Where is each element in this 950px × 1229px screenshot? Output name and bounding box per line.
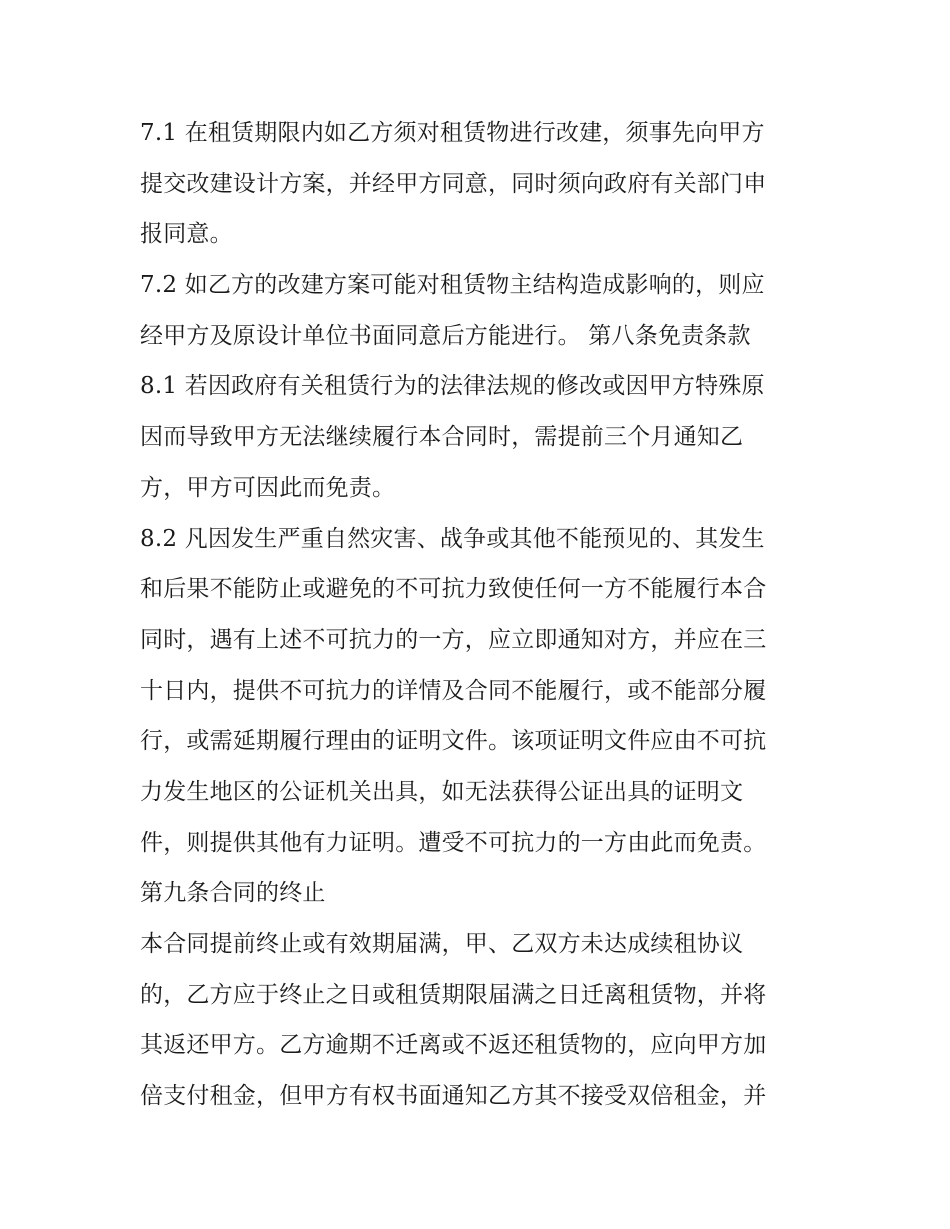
text-line: 的，乙方应于终止之日或租赁期限届满之日迁离租赁物，并将 [140, 981, 767, 1008]
text-line: 方，甲方可因此而免责。 [140, 474, 396, 501]
text-line: 其返还甲方。乙方逾期不迁离或不返还租赁物的，应向甲方加 [140, 1032, 767, 1059]
text-line: 8.1 若因政府有关租赁行为的法律法规的修改或因甲方特殊原 [140, 373, 765, 400]
text-line: 十日内，提供不可抗力的详情及合同不能履行，或不能部分履 [140, 677, 767, 704]
text-line: 同时，遇有上述不可抗力的一方，应立即通知对方，并应在三 [140, 626, 767, 653]
section-heading: 第九条合同的终止 [140, 880, 326, 907]
text-line: 7.2 如乙方的改建方案可能对租赁物主结构造成影响的，则应 [140, 272, 765, 299]
text-line: 力发生地区的公证机关出具，如无法获得公证出具的证明文 [140, 778, 744, 805]
text-line: 因而导致甲方无法继续履行本合同时，需提前三个月通知乙 [140, 424, 744, 451]
document-body [140, 108, 840, 1122]
text-line: 行，或需延期履行理由的证明文件。该项证明文件应由不可抗 [140, 728, 767, 755]
text-line: 经甲方及原设计单位书面同意后方能进行。 第八条免责条款 [140, 322, 751, 349]
text-line: 倍支付租金，但甲方有权书面通知乙方其不接受双倍租金，并 [140, 1083, 767, 1110]
text-line: 提交改建设计方案，并经甲方同意，同时须向政府有关部门申 [140, 170, 767, 197]
text-line: 8.2 凡因发生严重自然灾害、战争或其他不能预见的、其发生 [140, 525, 765, 552]
text-line: 报同意。 [140, 221, 233, 248]
text-line: 和后果不能防止或避免的不可抗力致使任何一方不能履行本合 [140, 576, 767, 603]
text-line: 件，则提供其他有力证明。遭受不可抗力的一方由此而免责。 [140, 829, 767, 856]
text-line: 7.1 在租赁期限内如乙方须对租赁物进行改建，须事先向甲方 [140, 120, 765, 146]
text-line: 本合同提前终止或有效期届满，甲、乙双方未达成续租协议 [140, 931, 744, 957]
